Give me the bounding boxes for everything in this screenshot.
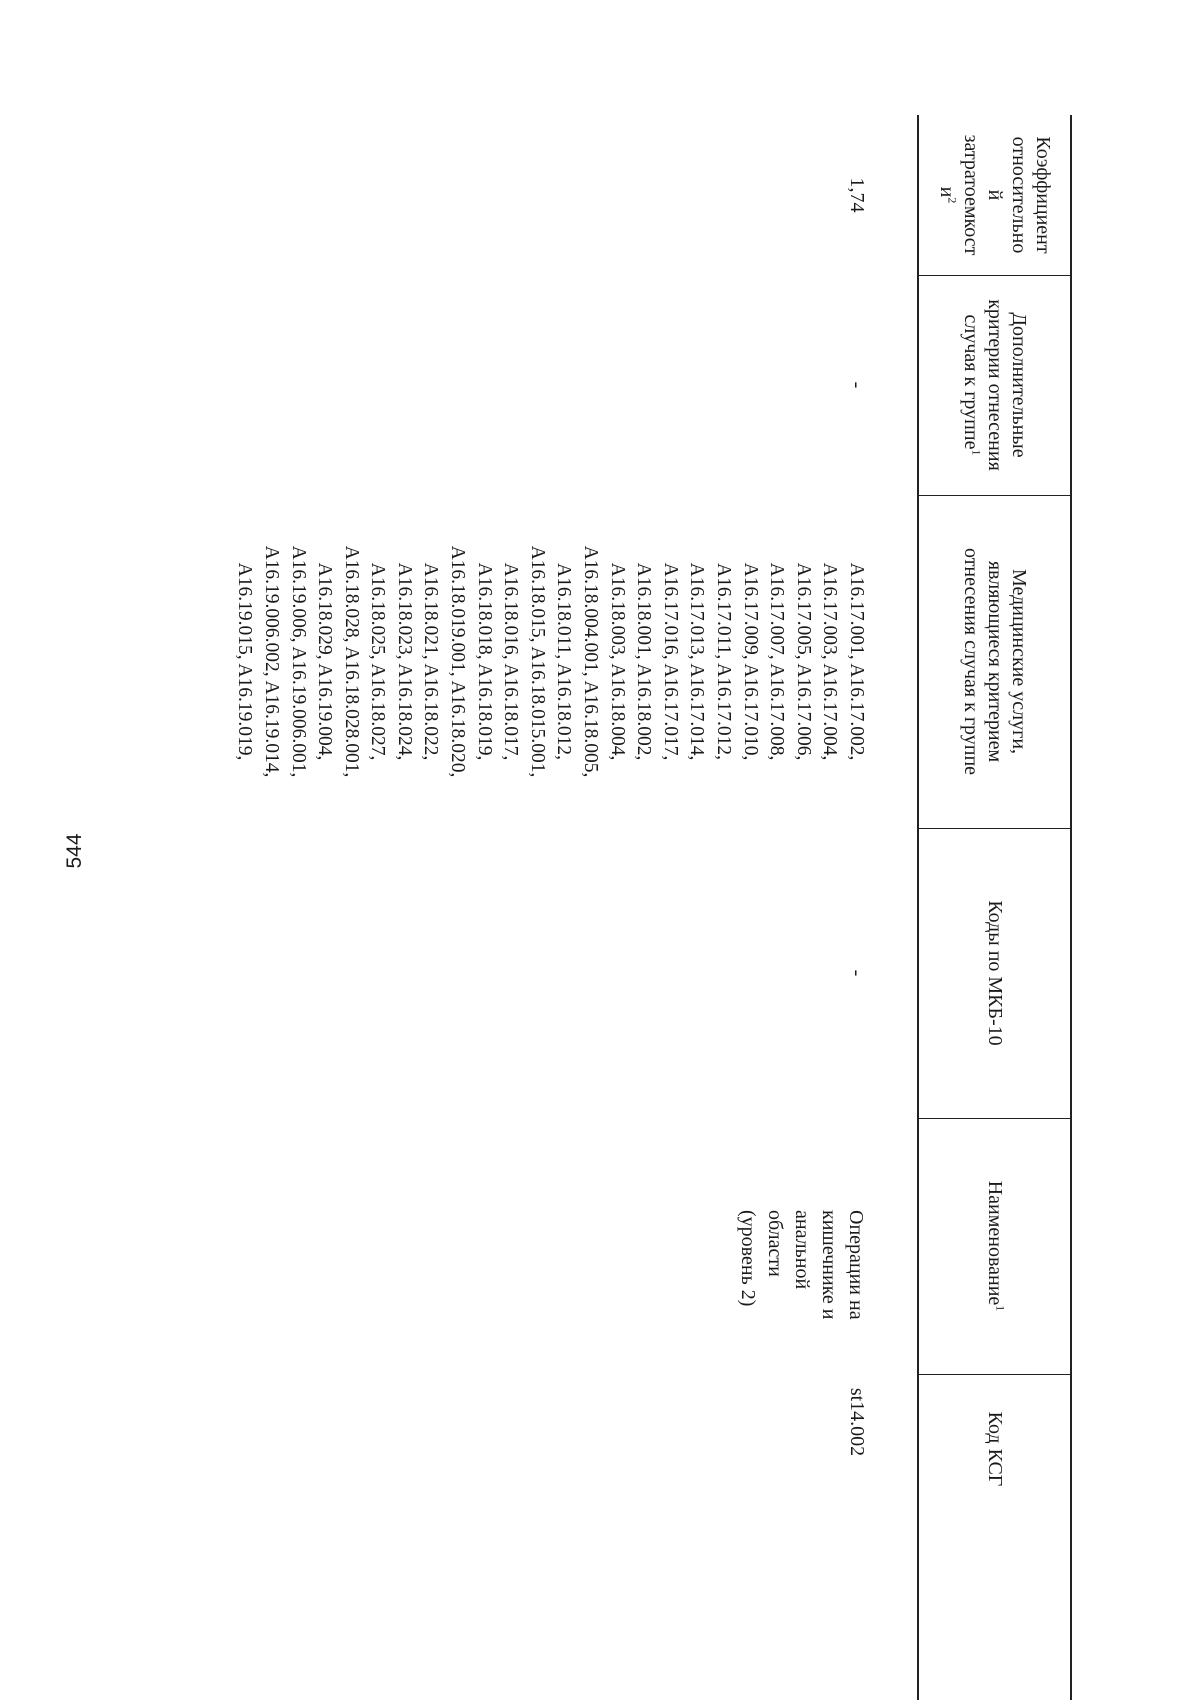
service-line: A16.17.016, A16.17.017, <box>659 562 681 761</box>
coefficient-value: 1,74 <box>846 177 868 213</box>
service-line: A16.19.015, A16.19.019, <box>234 562 256 761</box>
rotated-table <box>160 115 1072 1700</box>
service-line: A16.17.001, A16.17.002, <box>846 562 867 761</box>
service-line: A16.18.004.001, A16.18.005, <box>580 545 602 778</box>
service-line: A16.18.023, A16.18.024, <box>393 562 415 761</box>
header-ksg-code: Код КСГ <box>984 1411 1006 1487</box>
service-line: A16.17.005, A16.17.006, <box>792 562 814 761</box>
extra-criteria-value: - <box>846 381 868 389</box>
service-line: A16.18.015, A16.18.015.001, <box>526 545 548 778</box>
service-line: A16.17.011, A16.17.012, <box>713 563 735 760</box>
services-list <box>231 495 869 828</box>
header-extra-criteria: Дополнительные критерии отнесения случая к группе$^1$ <box>960 299 1030 471</box>
header-coefficient: Коэффициент относительно й затратоемкост $и^2$ <box>936 134 1054 256</box>
service-line: A16.18.018, A16.18.019, <box>473 562 495 761</box>
service-line: A16.18.019.001, A16.18.020, <box>447 545 469 778</box>
service-line: A16.18.028, A16.18.028.001, <box>340 545 362 778</box>
service-line: A16.18.011, A16.18.012, <box>553 563 575 760</box>
header-services: Медицинские услуги, являющиеся критерием отнесения случая к группе <box>960 547 1030 776</box>
service-line: A16.19.006, A16.19.006.001, <box>287 545 309 778</box>
header-name: Наименование$^1$ <box>984 1180 1008 1312</box>
header-icd-codes: Коды по МКБ-10 <box>984 900 1006 1046</box>
service-line: A16.18.021, A16.18.022, <box>420 562 442 761</box>
service-line: A16.19.006.002, A16.19.014, <box>260 545 282 778</box>
service-line: A16.18.001, A16.18.002, <box>633 562 655 761</box>
service-line: A16.18.029, A16.19.004, <box>314 562 336 761</box>
service-line: A16.18.016, A16.18.017, <box>500 562 522 761</box>
service-line: A16.17.009, A16.17.010, <box>739 562 761 761</box>
service-line: A16.18.003, A16.18.004, <box>606 562 628 761</box>
service-line: A16.17.003, A16.17.004, <box>819 562 841 761</box>
page-number: 544 <box>63 833 86 869</box>
ksg-code-value: st14.002 <box>846 1387 868 1457</box>
icd-codes-value: - <box>846 969 868 977</box>
service-line: A16.18.025, A16.18.027, <box>367 562 389 761</box>
group-name: Операции на кишечнике и анальной области (уровень 2) <box>737 1210 867 1320</box>
service-line: A16.17.013, A16.17.014, <box>686 562 708 761</box>
service-line: A16.17.007, A16.17.008, <box>766 562 788 761</box>
